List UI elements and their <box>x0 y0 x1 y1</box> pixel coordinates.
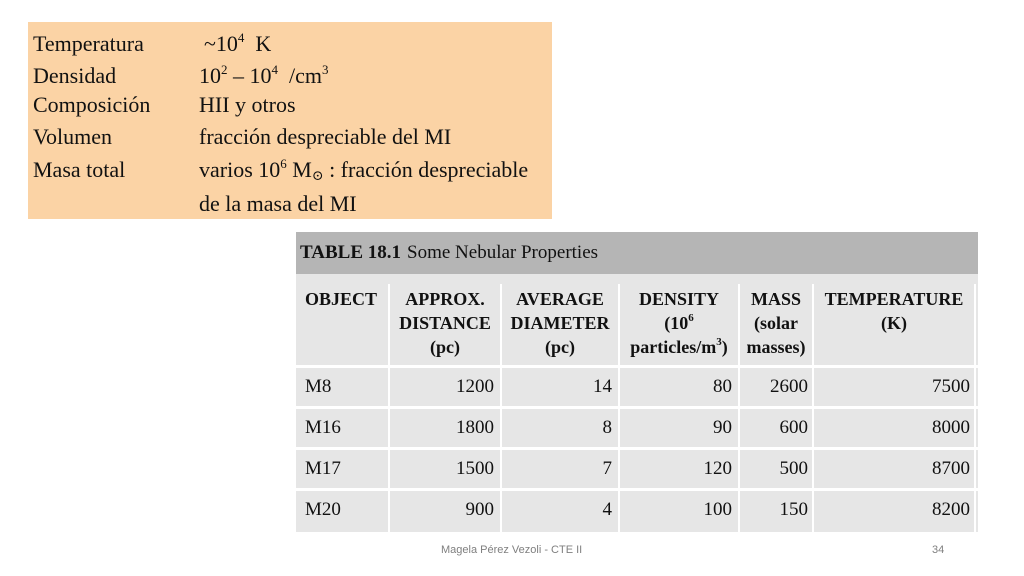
row-divider <box>296 365 978 368</box>
prop-value: varios $10^6$ M⊙ : fracción despreciable <box>199 156 529 184</box>
row-divider <box>296 488 978 491</box>
prop-label: Composición <box>33 92 151 117</box>
cell-diameter: 4 <box>602 499 612 520</box>
header-temperature: TEMPERATURE (K) <box>824 289 964 333</box>
cell-distance: 900 <box>465 499 494 520</box>
header-density: DENSITY ($10^6$ particles/$m^3$) <box>630 289 728 357</box>
prop-label: Masa total <box>33 157 126 182</box>
cell-distance: 1200 <box>456 376 494 397</box>
cell-temperature: 8200 <box>932 499 970 520</box>
prop-value-cont: de la masa del MI <box>199 191 357 216</box>
cell-distance: 1500 <box>456 458 494 479</box>
page-number: 34 <box>932 544 945 556</box>
row-divider <box>296 406 978 409</box>
cell-object: M20 <box>305 499 341 520</box>
cell-mass: 500 <box>779 458 808 479</box>
table-caption-number: TABLE 18.1 <box>300 242 402 263</box>
cell-temperature: 8000 <box>932 417 970 438</box>
cell-density: 90 <box>713 417 732 438</box>
cell-object: M8 <box>305 376 332 397</box>
header-object: OBJECT <box>305 289 378 309</box>
prop-value: fracción despreciable del MI <box>199 124 452 149</box>
cell-diameter: 8 <box>602 417 612 438</box>
footer-author: Magela Pérez Vezoli - CTE II <box>441 544 583 556</box>
cell-mass: 600 <box>779 417 808 438</box>
cell-density: 100 <box>703 499 732 520</box>
cell-diameter: 7 <box>602 458 612 479</box>
prop-label: Densidad <box>33 63 117 88</box>
header-mass: MASS (solar masses) <box>746 289 806 357</box>
table-caption <box>296 232 978 274</box>
cell-density: 80 <box>713 376 732 397</box>
prop-value: $\sim 10^4$ K <box>204 30 272 56</box>
cell-density: 120 <box>703 458 732 479</box>
cell-diameter: 14 <box>593 376 612 397</box>
nebular-table <box>296 232 978 532</box>
properties-box <box>28 22 552 219</box>
cell-object: M16 <box>305 417 341 438</box>
sun-symbol-icon: ⊙ <box>311 169 324 184</box>
cell-object: M17 <box>305 458 341 479</box>
cell-temperature: 8700 <box>932 458 970 479</box>
cell-temperature: 7500 <box>932 376 970 397</box>
table-caption-text: Some Nebular Properties <box>407 242 599 263</box>
header-diameter: AVERAGE DIAMETER (pc) <box>510 289 610 357</box>
slide-footer <box>0 544 1024 560</box>
prop-label: Volumen <box>33 124 113 149</box>
cell-distance: 1800 <box>456 417 494 438</box>
cell-mass: 2600 <box>770 376 808 397</box>
cell-mass: 150 <box>779 499 808 520</box>
header-distance: APPROX. DISTANCE (pc) <box>399 289 491 357</box>
prop-label: Temperatura <box>33 31 144 56</box>
prop-value: HII y otros <box>199 92 296 117</box>
row-divider <box>296 447 978 450</box>
prop-value: $10^2 - 10^4$ $/cm^3$ <box>199 62 329 88</box>
